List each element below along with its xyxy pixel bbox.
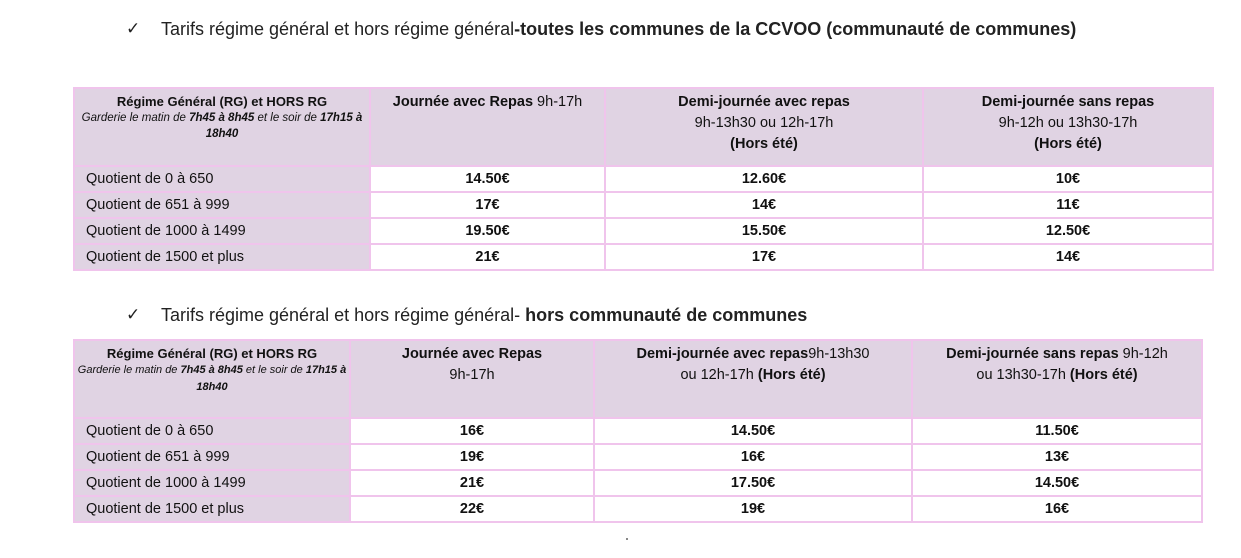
price-journee: 17€ <box>370 192 605 218</box>
header-regime <box>74 88 370 166</box>
price-demi-sans: 14€ <box>923 244 1213 270</box>
table-row <box>74 218 1213 244</box>
stray-mark <box>626 538 628 540</box>
header-demi-avec-hours: 9h-13h30 ou 12h-17h <box>694 115 834 131</box>
price-demi-avec: 16€ <box>594 444 912 470</box>
table-row <box>74 166 1213 192</box>
row-label: Quotient de 651 à 999 <box>74 444 350 470</box>
header-demi-avec-note: (Hors été) <box>757 367 826 383</box>
header-journee <box>370 88 605 166</box>
section-title-hors-communaute <box>126 302 1091 329</box>
table-row <box>74 470 1202 496</box>
table-header-row <box>74 340 1202 418</box>
section-title-text <box>161 302 1091 329</box>
table-row <box>74 418 1202 444</box>
header-demi-avec-hours: 9h-13h30 ou 12h-17h <box>680 346 870 383</box>
header-regime <box>74 340 350 418</box>
header-journee-hours: 9h-17h <box>533 94 583 110</box>
price-demi-sans: 10€ <box>923 166 1213 192</box>
price-journee: 19.50€ <box>370 218 605 244</box>
header-demi-sans <box>923 88 1213 166</box>
price-journee: 21€ <box>350 470 594 496</box>
header-demi-avec <box>605 88 923 166</box>
header-demi-sans <box>912 340 1202 418</box>
table-header-row <box>74 88 1213 166</box>
header-regime-note: Garderie le matin de 7h45 à 8h45 et le soir de 17h15 à 18h40 <box>77 364 347 393</box>
price-demi-avec: 17.50€ <box>594 470 912 496</box>
row-label: Quotient de 1000 à 1499 <box>74 470 350 496</box>
row-label: Quotient de 0 à 650 <box>74 418 350 444</box>
price-demi-avec: 17€ <box>605 244 923 270</box>
header-demi-sans-title: Demi-journée sans repas <box>946 346 1119 362</box>
header-journee-title: Journée avec Repas <box>392 94 534 110</box>
price-demi-avec: 14.50€ <box>594 418 912 444</box>
header-regime-title: Régime Général (RG) et HORS RG <box>116 94 328 109</box>
price-demi-avec: 19€ <box>594 496 912 522</box>
section-title-ccvoo <box>126 16 1091 43</box>
header-demi-sans-note: (Hors été) <box>1034 136 1102 152</box>
table-row <box>74 192 1213 218</box>
price-demi-avec: 15.50€ <box>605 218 923 244</box>
row-label: Quotient de 1500 et plus <box>74 496 350 522</box>
row-label: Quotient de 651 à 999 <box>74 192 370 218</box>
checkmark-icon: ✓ <box>126 19 141 39</box>
table-row <box>74 496 1202 522</box>
tarifs-table-hors-communaute <box>73 339 1203 523</box>
header-demi-sans-title: Demi-journée sans repas <box>981 94 1155 110</box>
row-label: Quotient de 0 à 650 <box>74 166 370 192</box>
header-demi-avec-title: Demi-journée avec repas <box>636 346 809 362</box>
header-demi-avec-note: (Hors été) <box>730 136 798 152</box>
header-demi-avec-title: Demi-journée avec repas <box>678 94 850 110</box>
header-regime-title: Régime Général (RG) et HORS RG <box>106 346 318 361</box>
header-demi-avec <box>594 340 912 418</box>
section-title-normal: Tarifs régime général et hors régime général- <box>161 305 526 325</box>
section-title-text <box>161 16 1091 43</box>
row-label: Quotient de 1000 à 1499 <box>74 218 370 244</box>
price-journee: 22€ <box>350 496 594 522</box>
price-journee: 14.50€ <box>370 166 605 192</box>
section-title-normal: Tarifs régime général et hors régime général <box>161 19 515 39</box>
section-title-bold: -toutes les communes de la CCVOO (communauté de communes) <box>514 19 1077 39</box>
header-journee-title: Journée avec Repas <box>401 346 543 362</box>
price-journee: 16€ <box>350 418 594 444</box>
price-journee: 19€ <box>350 444 594 470</box>
price-demi-sans: 12.50€ <box>923 218 1213 244</box>
header-demi-sans-note: (Hors été) <box>1069 367 1138 383</box>
price-demi-sans: 11€ <box>923 192 1213 218</box>
header-demi-sans-hours: 9h-12h ou 13h30-17h <box>998 115 1138 131</box>
header-regime-note: Garderie le matin de 7h45 à 8h45 et le soir de 17h15 à 18h40 <box>81 112 363 140</box>
header-demi-sans-hours: 9h-12h ou 13h30-17h <box>976 346 1168 383</box>
header-journee-hours: 9h-17h <box>449 367 495 383</box>
header-journee <box>350 340 594 418</box>
checkmark-icon: ✓ <box>126 305 141 325</box>
price-journee: 21€ <box>370 244 605 270</box>
tarifs-table-ccvoo <box>73 87 1214 271</box>
price-demi-sans: 11.50€ <box>912 418 1202 444</box>
price-demi-sans: 14.50€ <box>912 470 1202 496</box>
price-demi-avec: 12.60€ <box>605 166 923 192</box>
table-row <box>74 244 1213 270</box>
price-demi-sans: 13€ <box>912 444 1202 470</box>
price-demi-avec: 14€ <box>605 192 923 218</box>
section-title-bold: hors communauté de communes <box>525 305 808 325</box>
row-label: Quotient de 1500 et plus <box>74 244 370 270</box>
table-row <box>74 444 1202 470</box>
price-demi-sans: 16€ <box>912 496 1202 522</box>
